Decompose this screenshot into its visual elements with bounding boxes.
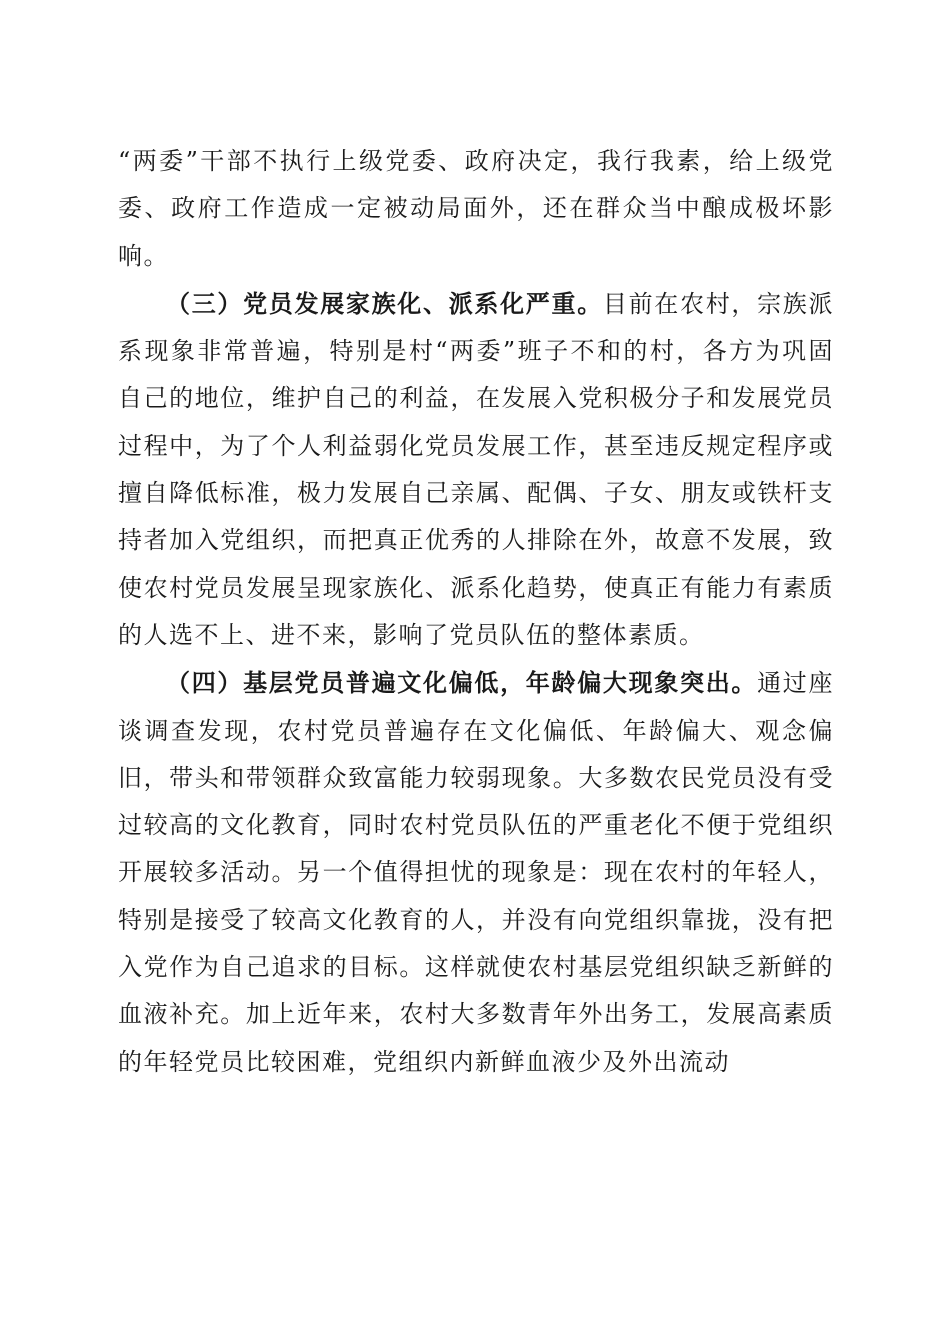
paragraph-section-3 bbox=[118, 280, 834, 659]
paragraph-section-4 bbox=[118, 659, 834, 1086]
paragraph-text: 通过座谈调查发现，农村党员普遍存在文化偏低、年龄偏大、观念偏旧，带头和带领群众致富能力较弱现象。大多数农民党员没有受过较高的文化教育，同时农村党员队伍的严重老化不便于党组织开展较多活动。另一个值得担忧的现象是：现在农村的年轻人，特别是接受了较高文化教育的人，并没有向党组织靠拢，没有把入党作为自己追求的目标。这样就使农村基层党组织缺乏新鲜的血液补充。加上近年来，农村大多数青年外出务工，发展高素质的年轻党员比较困难，党组织内新鲜血液少及外出流动 bbox=[118, 669, 835, 1076]
paragraph-text: “两委”干部不执行上级党委、政府决定，我行我素，给上级党委、政府工作造成一定被动局面外，还在群众当中酿成极坏影响。 bbox=[118, 147, 834, 270]
section-heading-4: （四）基层党员普遍文化偏低，年龄偏大现象突出。 bbox=[166, 668, 758, 698]
paragraph-text: 目前在农村，宗族派系现象非常普遍，特别是村“两委”班子不和的村，各方为巩固自己的地位，维护自己的利益，在发展入党积极分子和发展党员过程中，为了个人利益弱化党员发展工作，甚至违反规定程序或擅自降低标准，极力发展自己亲属、配偶、子女、朋友或铁杆支持者加入党组织，而把真正优秀的人排除在外，故意不发展，致使农村党员发展呈现家族化、派系化趋势，使真正有能力有素质的人选不上、进不来，影响了党员队伍的整体素质。 bbox=[118, 289, 835, 649]
section-heading-3: （三）党员发展家族化、派系化严重。 bbox=[166, 288, 603, 318]
paragraph-continuation bbox=[118, 138, 834, 280]
document-body bbox=[118, 138, 834, 1086]
